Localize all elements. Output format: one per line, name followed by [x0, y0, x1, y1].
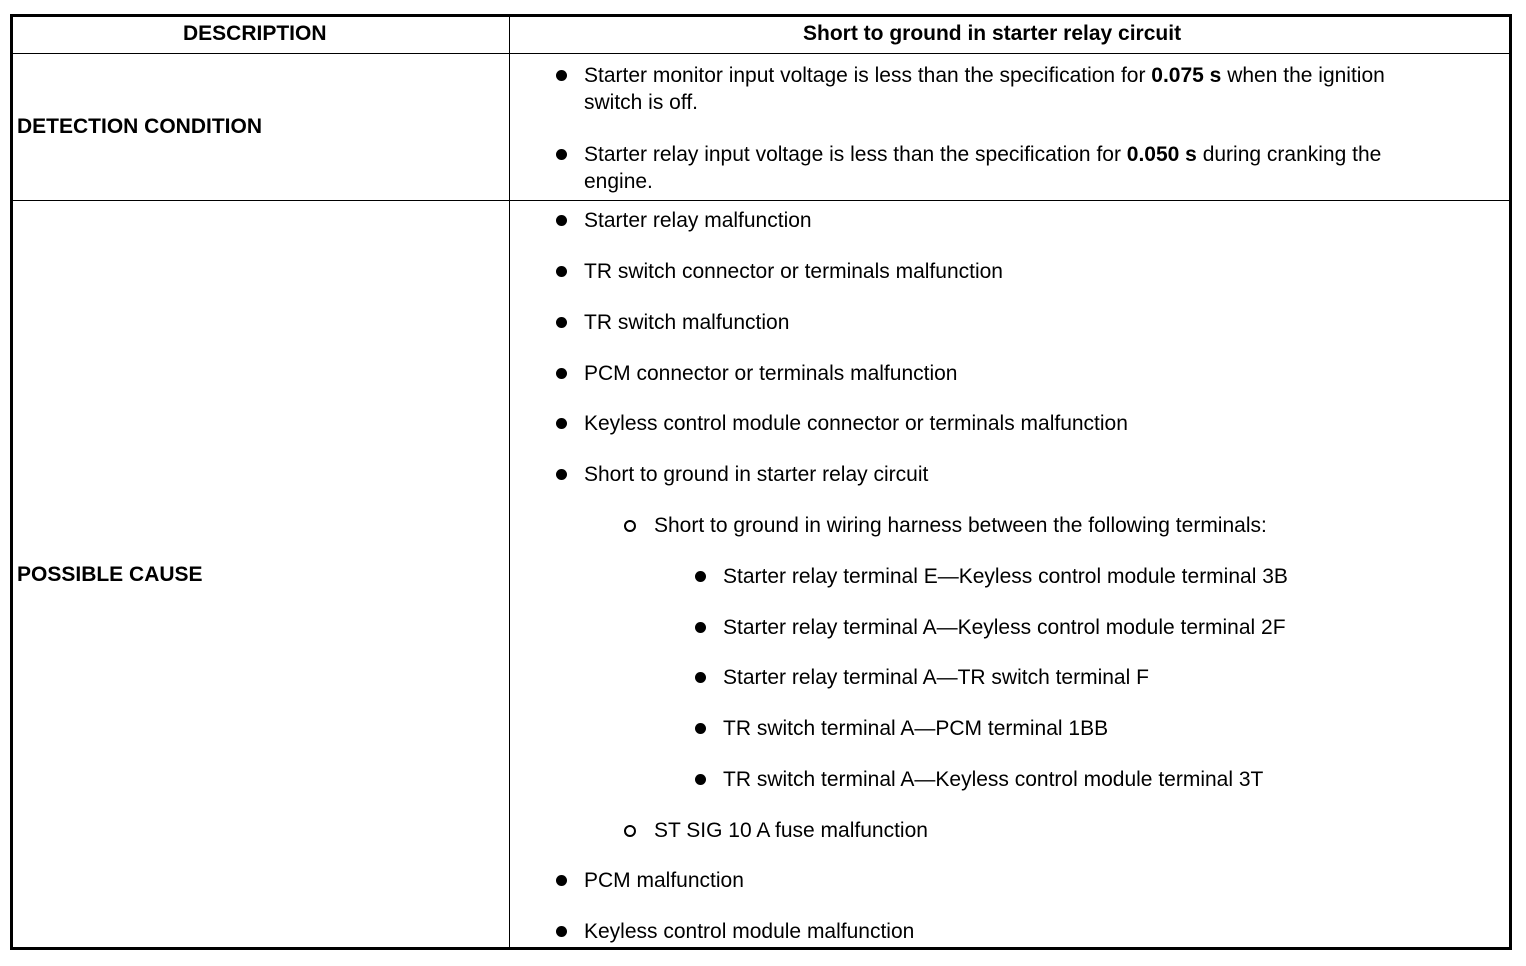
detection-item-2-time: 0.050 s	[1126, 143, 1197, 166]
bullet-icon	[556, 469, 567, 480]
bullet-icon	[556, 926, 567, 937]
hollow-bullet-icon	[624, 825, 636, 837]
bullet-icon	[695, 571, 706, 582]
bullet-icon	[556, 266, 567, 277]
hollow-bullet-icon	[624, 520, 636, 532]
detection-item-1-post: when the ignition	[1221, 64, 1385, 87]
cause-item: TR switch connector or terminals malfunction	[584, 260, 1003, 283]
detection-item-2-pre: Starter relay input voltage is less than the specification for	[584, 143, 1127, 166]
terminal-pair-item: TR switch terminal A—Keyless control module terminal 3T	[723, 768, 1264, 791]
cause-item: Short to ground in starter relay circuit	[584, 463, 929, 486]
detection-item-2-post: during cranking the	[1196, 143, 1382, 166]
detection-item-1-pre: Starter monitor input voltage is less than the specification for	[584, 64, 1152, 87]
bullet-icon	[695, 774, 706, 785]
bullet-icon	[556, 368, 567, 379]
cause-item: Keyless control module connector or terminals malfunction	[584, 412, 1128, 435]
terminal-pair-item: Starter relay terminal A—Keyless control module terminal 2F	[723, 616, 1286, 639]
detection-row-divider	[10, 200, 1512, 201]
bullet-icon	[556, 149, 567, 160]
header-title: Short to ground in starter relay circuit	[803, 22, 1182, 45]
header-description: DESCRIPTION	[183, 22, 327, 45]
bullet-icon	[695, 672, 706, 683]
detection-item-1	[584, 62, 1385, 116]
cause-item: Starter relay malfunction	[584, 209, 812, 232]
cause-item: Keyless control module malfunction	[584, 920, 915, 943]
detection-condition-label: DETECTION CONDITION	[17, 115, 262, 138]
bullet-icon	[556, 215, 567, 226]
cause-item: TR switch malfunction	[584, 311, 790, 334]
bullet-icon	[695, 723, 706, 734]
detection-item-1-line2: switch is off.	[584, 91, 698, 114]
detection-item-1-time: 0.075 s	[1151, 64, 1222, 87]
cause-sub-item: ST SIG 10 A fuse malfunction	[654, 819, 928, 842]
bullet-icon	[556, 70, 567, 81]
column-divider	[509, 14, 510, 950]
cause-item: PCM malfunction	[584, 869, 744, 892]
possible-cause-label: POSSIBLE CAUSE	[17, 563, 203, 586]
cause-sub-item: Short to ground in wiring harness between the following terminals:	[654, 514, 1267, 537]
terminal-pair-item: Starter relay terminal E—Keyless control module terminal 3B	[723, 565, 1288, 588]
detection-item-2	[584, 141, 1381, 195]
detection-item-2-line2: engine.	[584, 170, 653, 193]
terminal-pair-item: TR switch terminal A—PCM terminal 1BB	[723, 717, 1109, 740]
cause-item: PCM connector or terminals malfunction	[584, 362, 958, 385]
bullet-icon	[556, 317, 567, 328]
bullet-icon	[556, 875, 567, 886]
bullet-icon	[695, 622, 706, 633]
bullet-icon	[556, 418, 567, 429]
terminal-pair-item: Starter relay terminal A—TR switch terminal F	[723, 666, 1149, 689]
header-row-divider	[10, 53, 1512, 54]
